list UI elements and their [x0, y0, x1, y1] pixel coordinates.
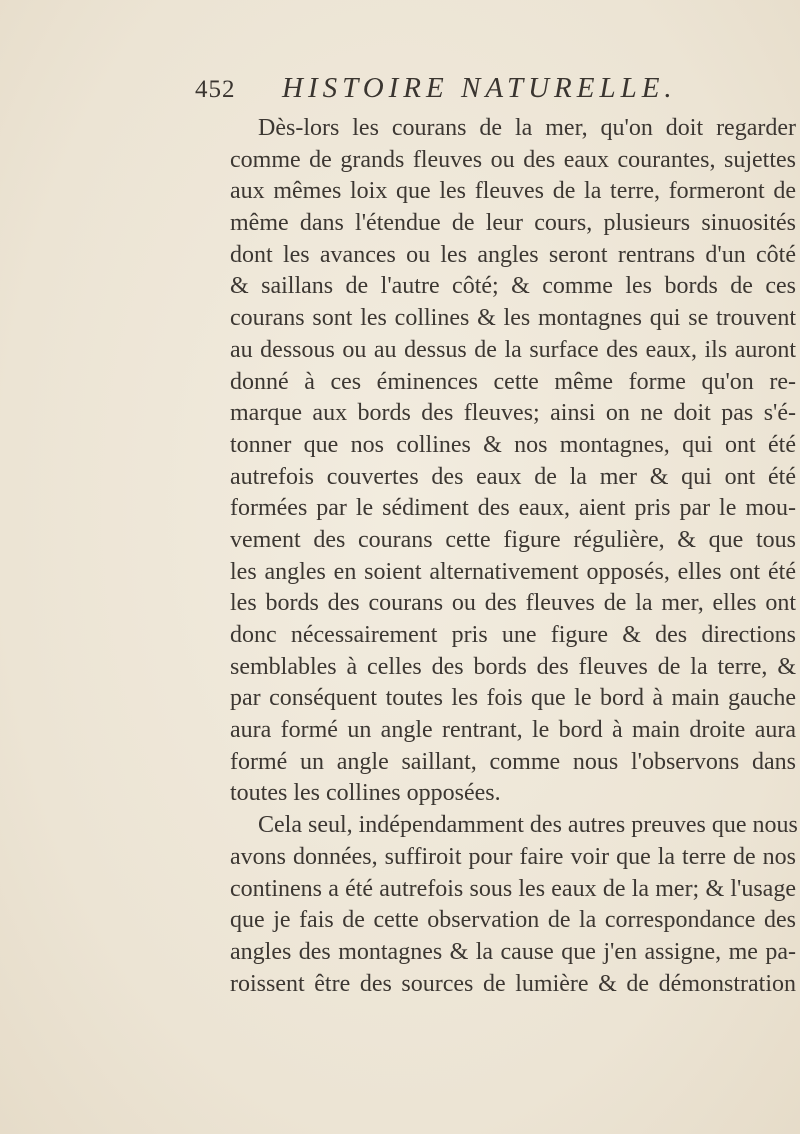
- text-line: par conséquent toutes les fois que le bord à main gauche: [230, 685, 796, 712]
- text-line: autrefois couvertes des eaux de la mer & qui ont été: [230, 463, 796, 490]
- text-line: toutes les collines opposées.: [230, 780, 501, 807]
- text-line: dont les avances ou les angles seront rentrans d'un côté: [230, 241, 796, 268]
- text-line: & saillans de l'autre côté; & comme les bords de ces: [230, 273, 796, 300]
- text-line: Cela seul, indépendamment des autres preuves que nous: [258, 812, 798, 839]
- text-line: marque aux bords des fleuves; ainsi on ne doit pas s'é-: [230, 400, 796, 427]
- text-line: que je fais de cette observation de la correspondance des: [230, 907, 796, 934]
- page-number: 452: [195, 76, 236, 103]
- text-line: les angles en soient alternativement opposés, elles ont été: [230, 558, 796, 585]
- text-line: formées par le sédiment des eaux, aient pris par le mou-: [230, 495, 796, 522]
- text-line: aura formé un angle rentrant, le bord à main droite aura: [230, 717, 796, 744]
- text-line: au dessous ou au dessus de la surface des eaux, ils auront: [230, 336, 796, 363]
- text-line: semblables à celles des bords des fleuves de la terre, &: [230, 653, 796, 680]
- text-line: angles des montagnes & la cause que j'en assigne, me pa-: [230, 938, 796, 965]
- running-title: HISTOIRE NATURELLE.: [282, 72, 677, 104]
- text-line: Dès-lors les courans de la mer, qu'on doit regarder: [258, 115, 796, 141]
- text-line: roissent être des sources de lumière & de démonstration: [230, 970, 796, 997]
- body-text: [230, 113, 796, 1000]
- text-line: vement des courans cette figure régulière, & que tous: [230, 526, 796, 553]
- text-line: les bords des courans ou des fleuves de la mer, elles ont: [230, 590, 796, 617]
- text-line: formé un angle saillant, comme nous l'observons dans: [230, 748, 796, 775]
- text-line: tonner que nos collines & nos montagnes, qui ont été: [230, 431, 796, 458]
- text-line: courans sont les collines & les montagnes qui se trouvent: [230, 305, 796, 332]
- text-line: comme de grands fleuves ou des eaux courantes, sujettes: [230, 146, 796, 173]
- page-header: [0, 72, 800, 112]
- text-line: avons données, suffiroit pour faire voir que la terre de nos: [230, 843, 796, 870]
- text-line: donc nécessairement pris une figure & des directions: [230, 622, 796, 648]
- text-line: donné à ces éminences cette même forme qu'on re-: [230, 368, 796, 395]
- text-line: continens a été autrefois sous les eaux de la mer; & l'usage: [230, 875, 796, 902]
- text-line: même dans l'étendue de leur cours, plusieurs sinuosités: [230, 210, 796, 237]
- text-line: aux mêmes loix que les fleuves de la terre, formeront de: [230, 178, 796, 205]
